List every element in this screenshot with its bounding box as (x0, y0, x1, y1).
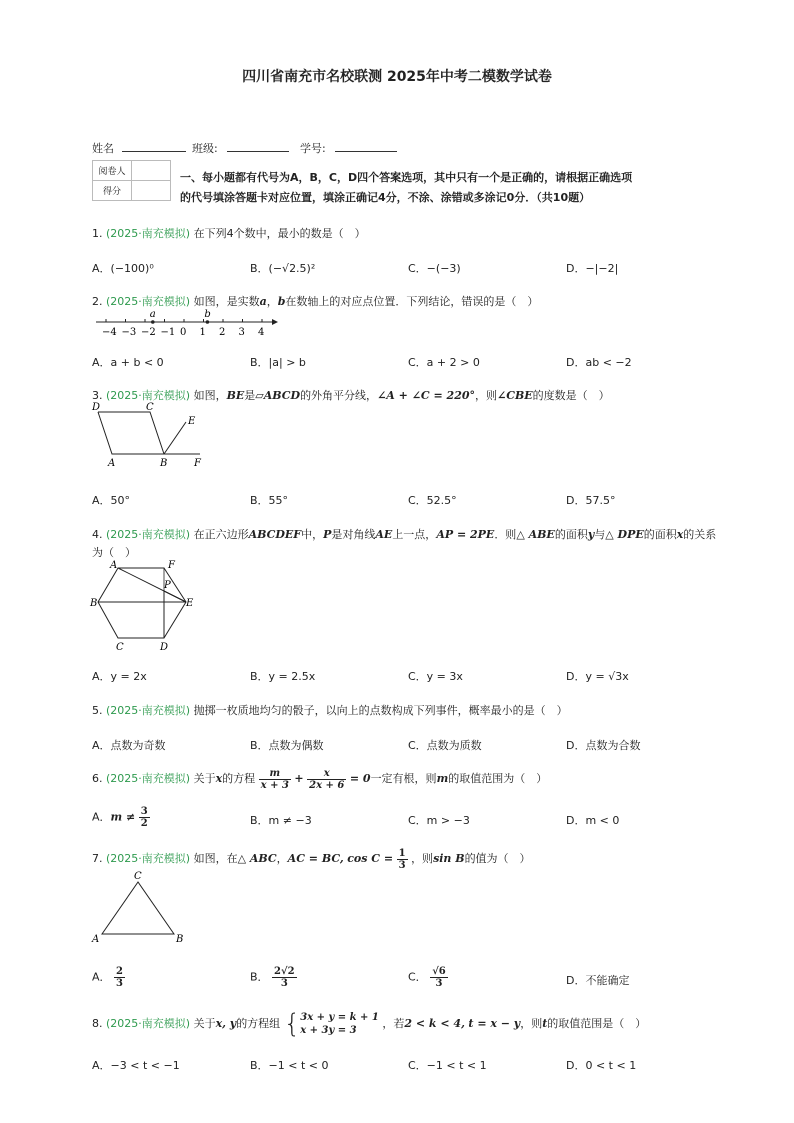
q8-option-a: A．−3 < t < −1 (92, 1059, 180, 1072)
math-expr: ∠CBE (497, 389, 533, 402)
q1-option-c: C．−(−3) (408, 262, 461, 275)
axis-point (206, 320, 210, 324)
q7-option-a (92, 966, 125, 989)
question-source: (2025·南充模拟) (106, 389, 191, 402)
option-prefix: C． (408, 970, 427, 984)
class-blank (227, 141, 289, 152)
q4-option-a: A．y = 2x (92, 670, 147, 683)
option-prefix: A． (92, 970, 111, 984)
math-expr: △ DPE (605, 528, 644, 541)
question-text: 的面积 (554, 528, 588, 541)
question-text: 关于 (193, 772, 216, 785)
reviewer-value (132, 161, 171, 181)
q3-option-d: D．57.5° (566, 494, 616, 507)
parallelogram-figure (88, 400, 218, 472)
math-expr: x, y (215, 1017, 237, 1030)
question-text: ， (266, 295, 278, 308)
axis-tick-label: 3 (238, 327, 245, 338)
equation-2: x + 3y = 3 (300, 1025, 357, 1036)
question-6 (92, 766, 547, 792)
q2-option-b: B．|a| > b (250, 356, 306, 369)
math-expr: m ≠ (110, 810, 136, 824)
question-text: 在下列4个数中，最小的数是（ ） (193, 227, 366, 240)
question-text: ．则 (494, 528, 517, 541)
q5-option-d: D．点数为合数 (566, 739, 641, 752)
math-var: x (676, 528, 684, 541)
numerator: m (259, 768, 291, 780)
numerator: x (307, 768, 346, 780)
question-text: 的值为（ ） (464, 852, 531, 865)
denominator: 2 (140, 818, 148, 829)
q3-option-a: A．50° (92, 494, 131, 507)
denominator: 3 (435, 978, 443, 989)
triangle-figure (88, 868, 198, 946)
fraction (272, 966, 297, 989)
q6-option-b: B．m ≠ −3 (250, 814, 312, 827)
score-value (132, 181, 171, 201)
score-table (92, 160, 171, 201)
label-p: P (164, 580, 171, 591)
equation-system (300, 1011, 379, 1037)
label-d: D (92, 402, 101, 413)
question-text: 的取值范围是（ ） (547, 1017, 647, 1030)
axis-tick-label: −2 (141, 327, 156, 338)
id-blank (335, 141, 397, 152)
math-expr: ∠A + ∠C = 220° (377, 389, 475, 402)
math-expr: △ ABE (516, 528, 555, 541)
question-text: 的面积 (643, 528, 677, 541)
question-text: ，若 (382, 1017, 405, 1030)
q4-option-c: C．y = 3x (408, 670, 463, 683)
question-text: 的方程组 (236, 1017, 281, 1030)
score-cell: 得分 (93, 181, 132, 201)
math-var: y (587, 528, 595, 541)
numerator: 1 (398, 847, 406, 859)
label-d: D (160, 642, 169, 652)
question-1 (92, 226, 366, 242)
math-var: m (436, 772, 449, 785)
axis-tick-label: −1 (160, 327, 176, 338)
numerator: 2 (116, 966, 123, 977)
label-c: C (146, 402, 154, 413)
label-b: B (160, 458, 168, 469)
axis-point-label: b (204, 309, 211, 320)
label-b: B (90, 598, 98, 609)
math-var: a (259, 295, 267, 308)
question-number: 2. (92, 295, 103, 308)
question-source: (2025·南充模拟) (106, 295, 191, 308)
math-var: t (542, 1017, 548, 1030)
question-8 (92, 1011, 646, 1037)
label-a: A (108, 458, 116, 469)
label-c: C (134, 871, 142, 882)
equation-1: 3x + y = k + 1 (300, 1012, 379, 1023)
axis-tick-label: 1 (199, 327, 206, 338)
fraction-x (307, 768, 346, 791)
question-text: 的取值范围为（ ） (448, 772, 548, 785)
axis-tick-label: 4 (258, 327, 265, 338)
math-expr: sin B (433, 852, 465, 865)
q2-option-d: D．ab < −2 (566, 356, 632, 369)
q1-option-a: A．(−100)⁰ (92, 262, 154, 275)
question-text: 在正六边形 (193, 528, 249, 541)
question-text: 关于 (193, 1017, 216, 1030)
math-expr: ▱ABCD (255, 389, 301, 402)
question-source: (2025·南充模拟) (106, 528, 191, 541)
q5-option-a: A．点数为奇数 (92, 739, 166, 752)
question-text: 上一点， (392, 528, 437, 541)
numerator: 2√2 (274, 966, 295, 977)
name-field (92, 140, 186, 156)
axis-point-label: a (149, 309, 156, 320)
math-expr: AC = BC, (287, 852, 344, 865)
question-text: 的度数是（ ） (532, 389, 610, 402)
math-expr: AE (375, 528, 393, 541)
question-text: ，则 (520, 1017, 543, 1030)
q7-option-c (408, 966, 448, 989)
q1-option-b: B．(−√2.5)² (250, 262, 316, 275)
question-number: 5. (92, 704, 103, 717)
question-number: 1. (92, 227, 103, 240)
question-text: ， (276, 852, 288, 865)
q6-option-c: C．m > −3 (408, 814, 470, 827)
question-text: 如图， (193, 389, 227, 402)
label-e: E (188, 416, 196, 427)
question-number: 6. (92, 772, 103, 785)
class-label: 班级: (192, 142, 218, 155)
label-f: F (168, 560, 175, 571)
fraction-3-2 (139, 806, 150, 829)
question-text: 的关系 (683, 528, 717, 541)
math-expr: AP = 2PE (436, 528, 495, 541)
question-text: 中， (301, 528, 324, 541)
q1-option-d: D．−|−2| (566, 262, 619, 275)
question-source: (2025·南充模拟) (106, 772, 191, 785)
q6-option-d: D．m < 0 (566, 814, 620, 827)
fraction-m (259, 768, 291, 791)
q7-option-b (250, 966, 297, 989)
q2-option-c: C．a + 2 > 0 (408, 356, 480, 369)
question-text: ，则 (411, 852, 434, 865)
label-a: A (110, 560, 118, 571)
question-number: 3. (92, 389, 103, 402)
axis-tick-label: 2 (219, 327, 226, 338)
question-text: ，则 (475, 389, 497, 402)
q5-option-b: B．点数为偶数 (250, 739, 324, 752)
math-op: + (294, 772, 304, 785)
q5-option-c: C．点数为质数 (408, 739, 482, 752)
page-title: 四川省南充市名校联测 2025年中考二模数学试卷 (242, 69, 552, 85)
name-label: 姓名 (92, 142, 114, 155)
math-var: P (323, 528, 332, 541)
question-number: 7. (92, 852, 103, 865)
brace-icon: { (283, 1009, 301, 1039)
axis-tick-label: −4 (102, 327, 117, 338)
q7-option-d: D．不能确定 (566, 974, 630, 987)
question-source: (2025·南充模拟) (106, 852, 191, 865)
question-source: (2025·南充模拟) (106, 1017, 191, 1030)
number-line-figure (92, 308, 282, 338)
question-text: 的外角平分线， (300, 389, 378, 402)
math-expr: 2 < k < 4, (404, 1017, 465, 1030)
label-e: E (186, 598, 194, 609)
name-blank (122, 141, 186, 152)
question-4-cont: 为（ ） (92, 546, 136, 559)
math-expr: △ ABC (237, 852, 277, 865)
math-expr: t = x − y (468, 1017, 521, 1030)
q8-option-c: C．−1 < t < 1 (408, 1059, 487, 1072)
question-text: 如图，是实数 (193, 295, 260, 308)
section-instructions: 一、每小题都有代号为A，B，C，D四个答案选项，其中只有一个是正确的，请根据正确选项的代号填涂答题卡对应位置，填涂正确记4分，不涂、涂错或多涂记0分．（共10题） (180, 171, 633, 204)
question-source: (2025·南充模拟) (106, 227, 191, 240)
question-text: 是 (244, 389, 256, 402)
question-text: 如图，在 (193, 852, 238, 865)
denominator: 3 (116, 978, 123, 989)
question-text: 的方程 (222, 772, 256, 785)
question-text: 与 (594, 528, 606, 541)
question-text: 是对角线 (331, 528, 376, 541)
reviewer-cell: 阅卷人 (93, 161, 132, 181)
question-text: 在数轴上的对应点位置．下列结论，错误的是（ ） (285, 295, 539, 308)
math-expr: cos C = (347, 852, 394, 865)
question-number: 8. (92, 1017, 103, 1030)
fraction-1-3 (397, 848, 408, 871)
denominator: 3 (398, 859, 406, 871)
numerator: √6 (432, 966, 446, 977)
question-number: 4. (92, 528, 103, 541)
id-field (300, 140, 397, 156)
denominator: x + 3 (260, 779, 289, 791)
math-var: b (277, 295, 286, 308)
fraction (430, 966, 448, 989)
math-var: x (215, 772, 223, 785)
math-op: = 0 (349, 772, 371, 785)
q8-option-d: D．0 < t < 1 (566, 1059, 637, 1072)
label-c: C (116, 642, 124, 652)
question-text: 抛掷一枚质地均匀的骰子，以向上的点数构成下列事件，概率最小的是（ ） (193, 704, 568, 717)
label-f: F (194, 458, 201, 469)
axis-point (151, 320, 155, 324)
label-b: B (176, 934, 184, 945)
q6-option-a (92, 806, 150, 829)
axis-tick-label: −3 (121, 327, 137, 338)
axis-tick-label: 0 (180, 327, 187, 338)
q4-option-b: B．y = 2.5x (250, 670, 316, 683)
q3-option-b: B．55° (250, 494, 289, 507)
q2-option-a: A．a + b < 0 (92, 356, 164, 369)
denominator: 2x + 6 (309, 779, 345, 791)
q3-option-c: C．52.5° (408, 494, 457, 507)
question-text: 一定有根，则 (370, 772, 437, 785)
hexagon-figure (88, 558, 198, 652)
denominator: 3 (280, 978, 288, 989)
question-5 (92, 703, 568, 719)
id-label: 学号: (300, 142, 326, 155)
fraction (114, 966, 125, 989)
label-a: A (92, 934, 100, 945)
q8-option-b: B．−1 < t < 0 (250, 1059, 329, 1072)
class-field (192, 140, 289, 156)
math-expr: ABCDEF (248, 528, 302, 541)
numerator: 3 (140, 806, 148, 817)
question-4 (92, 527, 716, 543)
option-prefix: B． (250, 970, 269, 984)
question-source: (2025·南充模拟) (106, 704, 191, 717)
q4-option-d: D．y = √3x (566, 670, 629, 683)
option-prefix: A． (92, 810, 111, 824)
math-expr: BE (226, 389, 245, 402)
